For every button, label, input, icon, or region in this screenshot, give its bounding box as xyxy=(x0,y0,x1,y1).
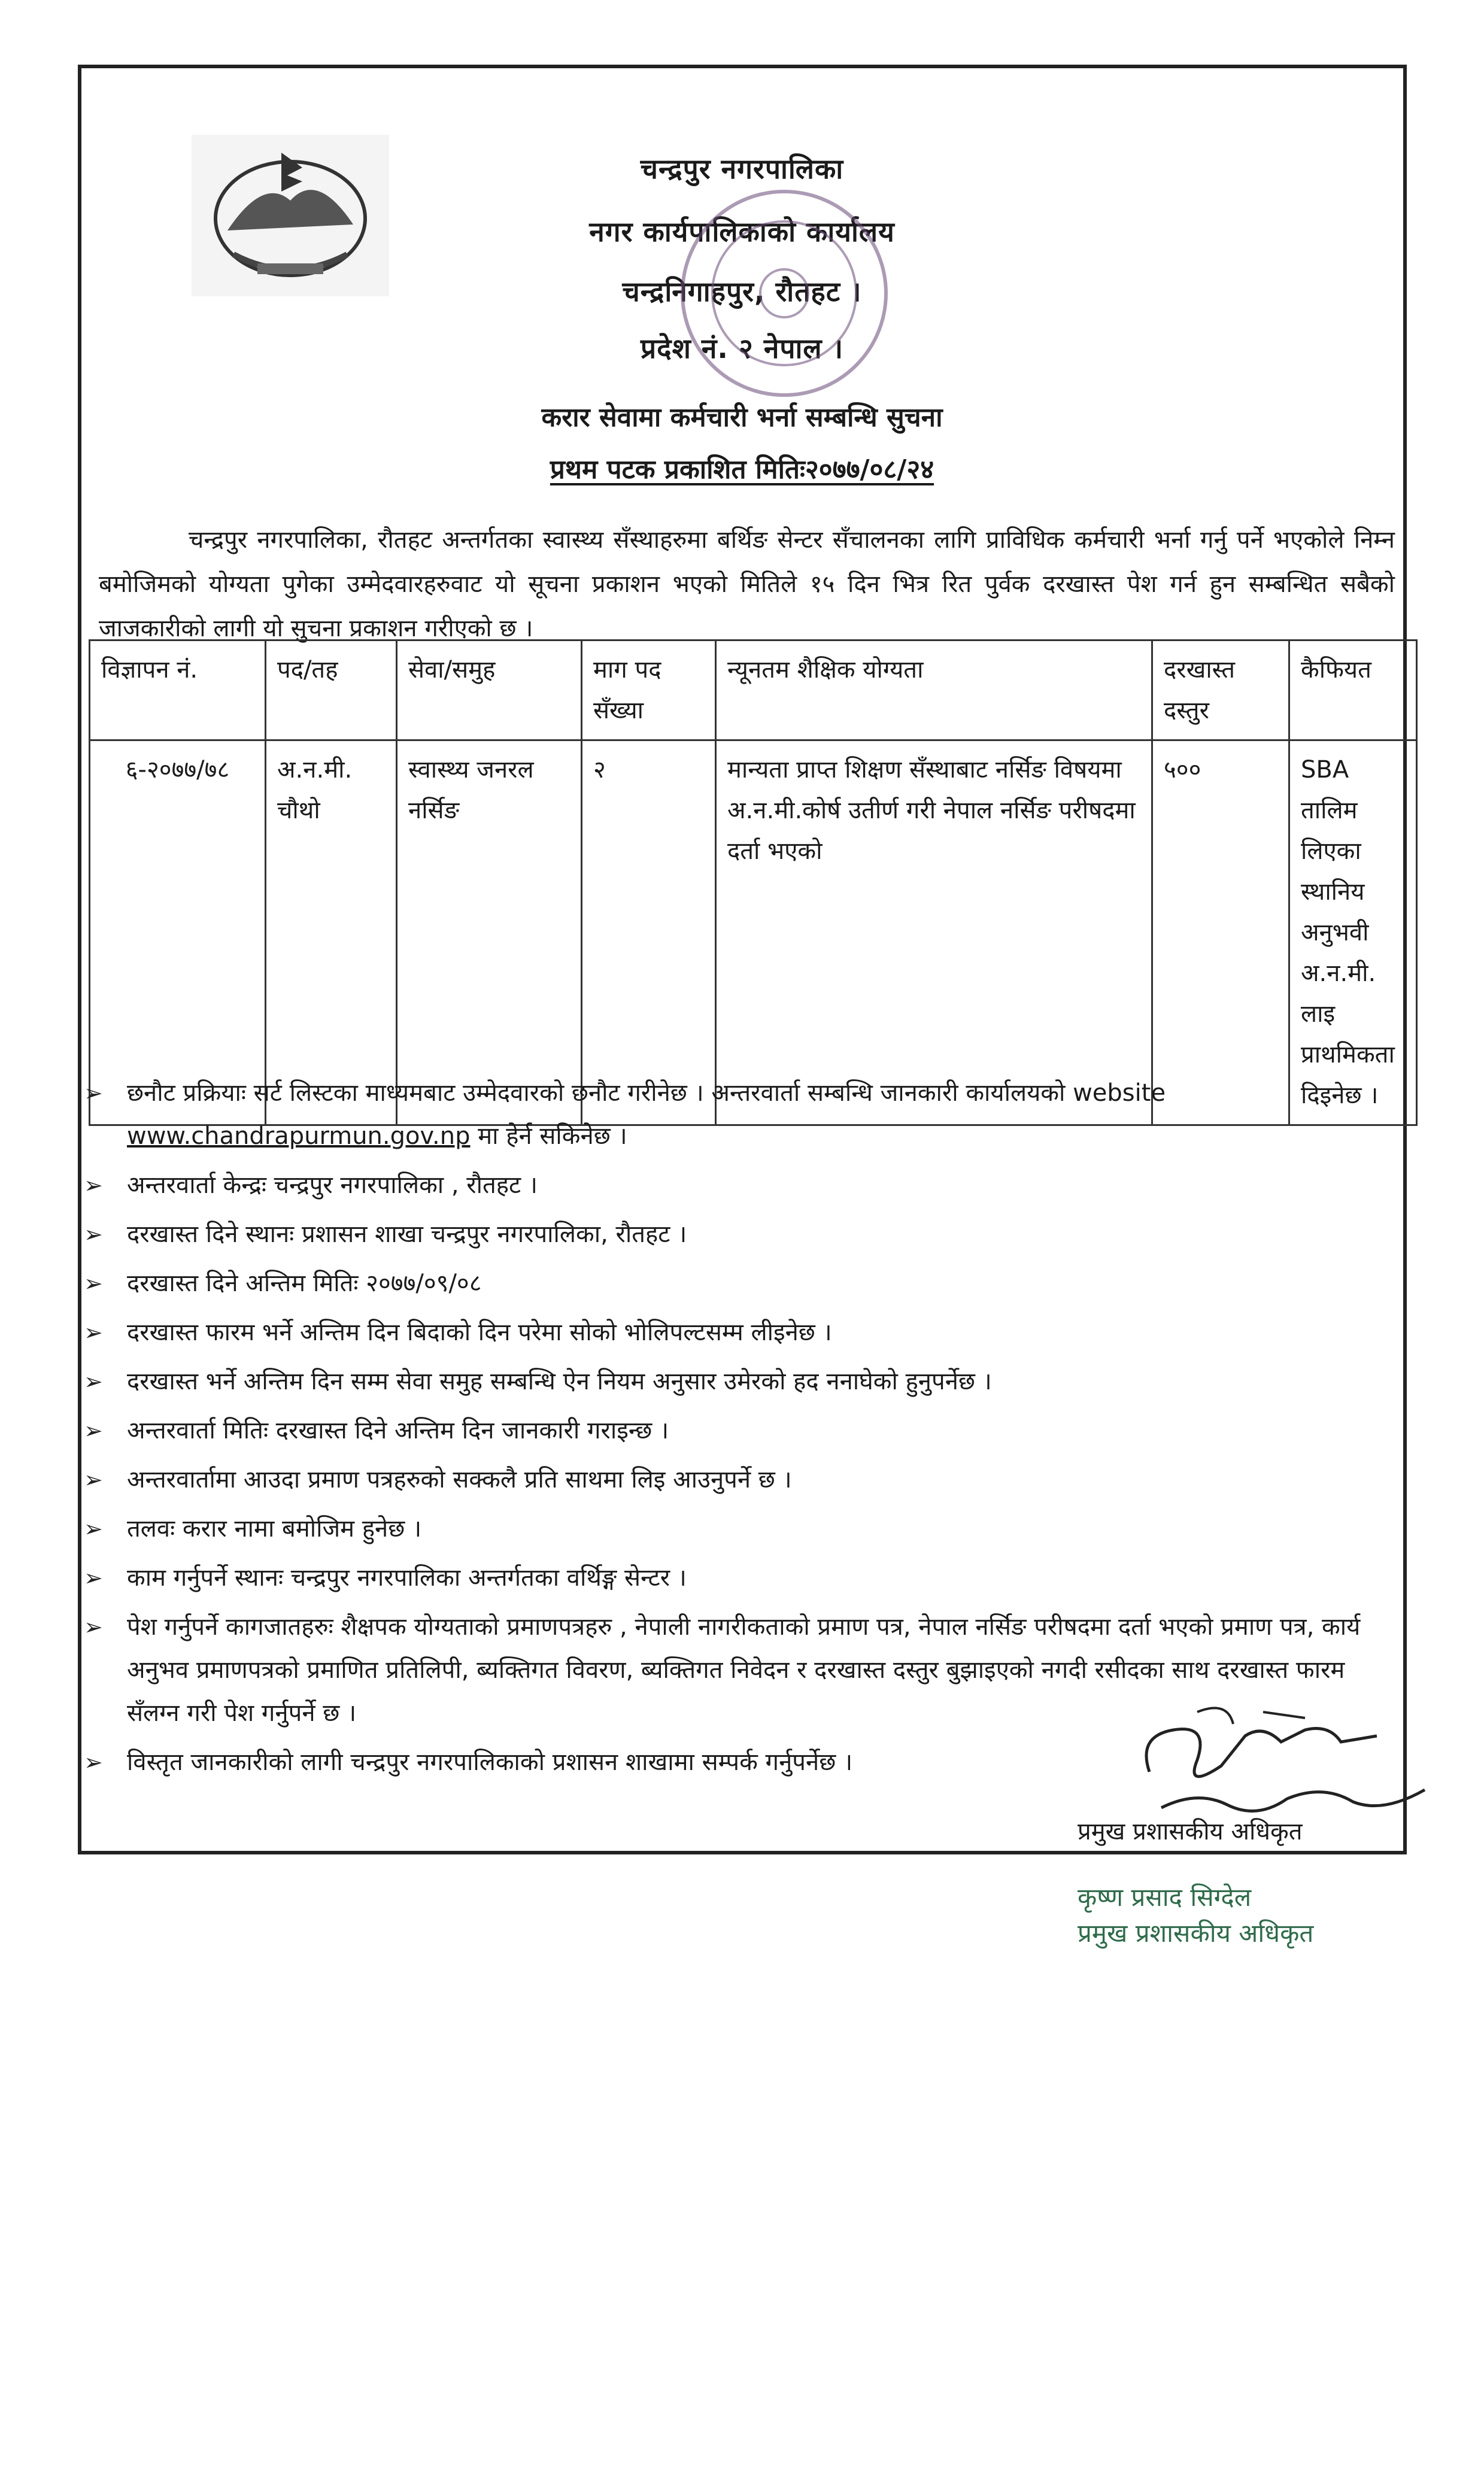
arrow-bullet-icon: ➢ xyxy=(84,1565,103,1591)
cell-post-level: अ.न.मी. चौथो xyxy=(266,740,397,1125)
arrow-bullet-icon: ➢ xyxy=(84,1221,103,1247)
office-address: चन्द्रनिगाहपुर, रौतहट । xyxy=(622,275,862,308)
col-adv-no: विज्ञापन नं. xyxy=(90,640,266,740)
arrow-bullet-icon: ➢ xyxy=(84,1270,103,1297)
list-item: ➢ तलवः करार नामा बमोजिम हुनेछ । xyxy=(84,1507,1401,1550)
list-item: ➢ दरखास्त भर्ने अन्तिम दिन सम्म सेवा समुह सम्बन्धि ऐन नियम अनुसार उमेरको हद ननाघेको हुनुपर्नेछ । xyxy=(84,1360,1401,1403)
list-item: ➢ विस्तृत जानकारीको लागी चन्द्रपुर नगरपालिकाको प्रशासन शाखामा सम्पर्क गर्नुपर्नेछ । xyxy=(84,1741,1401,1784)
table-row xyxy=(90,740,1417,1125)
arrow-bullet-icon: ➢ xyxy=(84,1467,103,1493)
list-item: ➢ दरखास्त दिने अन्तिम मितिः २०७७/०९/०८ xyxy=(84,1262,1401,1305)
instructions-list xyxy=(84,1071,1401,1790)
notice-title: करार सेवामा कर्मचारी भर्ना सम्बन्धि सुचना xyxy=(541,402,943,433)
intro-paragraph: चन्द्रपुर नगरपालिका, रौतहट अन्तर्गतका स्वास्थ्य सँस्थाहरुमा बर्थिङ सेन्टर सँचालनका लागि प्राविधिक कर्मचारी भर्ना गर्नु पर्ने भएकोले निम्न बमोजिमको योग्यता पुगेका उम्मेदवारहरुवाट यो सूचना प्रकाशन भएको मितिले १५ दिन भित्र रित पुर्वक दरखास्त पेश गर्न हुन सम्बन्धित सबैको जाजकारीको लागी यो सुचना प्रकाशन गरीएको छ । xyxy=(99,526,1395,642)
signatory-name: कृष्ण प्रसाद सिग्देल xyxy=(1078,1883,1252,1912)
arrow-bullet-icon: ➢ xyxy=(84,1319,103,1346)
office-seal-icon xyxy=(670,180,898,407)
list-item: ➢ दरखास्त फारम भर्ने अन्तिम दिन बिदाको दिन परेमा सोको भोलिपल्टसम्म लीइनेछ । xyxy=(84,1311,1401,1354)
list-item: ➢ छनौट प्रक्रियाः सर्ट लिस्टका माध्यमबाट उम्मेदवारको छनौट गरीनेछ । अन्तरवार्ता सम्बन्धि जानकारी कार्यालयको website www.chandrapurmun.gov.np मा हेर्न सकिनेछ । xyxy=(84,1071,1401,1158)
signatory-title: प्रमुख प्रशासकीय अधिकृत xyxy=(1078,1818,1303,1845)
col-qualification: न्यूनतम शैक्षिक योग्यता xyxy=(716,640,1152,740)
arrow-bullet-icon: ➢ xyxy=(84,1172,103,1198)
list-item: ➢ अन्तरवार्ता केन्द्रः चन्द्रपुर नगरपालिका , रौतहट । xyxy=(84,1164,1401,1207)
name-stamp xyxy=(1078,1880,1449,1951)
signatory-stamp-title: प्रमुख प्रशासकीय अधिकृत xyxy=(1078,1918,1314,1948)
cell-adv-no: ६-२०७७/७८ xyxy=(90,740,266,1125)
col-post-level: पद/तह xyxy=(266,640,397,740)
cell-fee: ५०० xyxy=(1152,740,1289,1125)
office-title: नगर कार्यपालिकाको कार्यालय xyxy=(589,215,895,248)
list-item: ➢ दरखास्त दिने स्थानः प्रशासन शाखा चन्द्रपुर नगरपालिका, रौतहट । xyxy=(84,1213,1401,1256)
published-date: प्रथम पटक प्रकाशित मितिः२०७७/०८/२४ xyxy=(550,454,934,485)
list-item: ➢ अन्तरवार्ता मितिः दरखास्त दिने अन्तिम दिन जानकारी गराइन्छ । xyxy=(84,1409,1401,1452)
arrow-bullet-icon: ➢ xyxy=(84,1749,103,1775)
arrow-bullet-icon: ➢ xyxy=(84,1614,103,1640)
col-fee: दरखास्त दस्तुर xyxy=(1152,640,1289,740)
province-line: प्रदेश नं. २ नेपाल । xyxy=(640,332,844,365)
col-remarks: कैफियत xyxy=(1289,640,1417,740)
list-item: ➢ काम गर्नुपर्ने स्थानः चन्द्रपुर नगरपालिका अन्तर्गतका वर्थिङ्ग सेन्टर । xyxy=(84,1556,1401,1599)
col-service-group: सेवा/समुह xyxy=(397,640,582,740)
arrow-bullet-icon: ➢ xyxy=(84,1080,103,1106)
col-demand: माग पद सँख्या xyxy=(582,640,716,740)
vacancy-table xyxy=(89,639,1418,1126)
cell-qualification: मान्यता प्राप्त शिक्षण सँस्थाबाट नर्सिङ विषयमा अ.न.मी.कोर्ष उतीर्ण गरी नेपाल नर्सिङ परीषदमा दर्ता भएको xyxy=(716,740,1152,1125)
arrow-bullet-icon: ➢ xyxy=(84,1516,103,1542)
list-item: ➢ पेश गर्नुपर्ने कागजातहरुः शैक्षपक योग्यताको प्रमाणपत्रहरु , नेपाली नागरीकताको प्रमाण पत्र, नेपाल नर्सिङ परीषदमा दर्ता भएको प्रमाण पत्र, कार्य अनुभव प्रमाणपत्रको प्रमाणित प्रतिलिपी, ब्यक्तिगत विवरण, ब्यक्तिगत निवेदन र दरखास्त दस्तुर बुझाइएको नगदी रसीदका साथ दरखास्त फारम सँलग्न गरी पेश गर्नुपर्ने छ । xyxy=(84,1605,1401,1735)
arrow-bullet-icon: ➢ xyxy=(84,1368,103,1395)
cell-remarks: SBA तालिम लिएका स्थानिय अनुभवी अ.न.मी. लाइ प्राथमिकता दिइनेछ । xyxy=(1289,740,1417,1125)
table-header-row xyxy=(90,640,1417,740)
municipality-name: चन्द्रपुर नगरपालिका xyxy=(640,153,844,185)
arrow-bullet-icon: ➢ xyxy=(84,1417,103,1444)
cell-demand: २ xyxy=(582,740,716,1125)
website-link[interactable]: www.chandrapurmun.gov.np xyxy=(127,1122,471,1150)
cell-service-group: स्वास्थ्य जनरल नर्सिङ xyxy=(397,740,582,1125)
list-item: ➢ अन्तरवार्तामा आउदा प्रमाण पत्रहरुको सक्कलै प्रति साथमा लिइ आउनुपर्ने छ । xyxy=(84,1458,1401,1501)
